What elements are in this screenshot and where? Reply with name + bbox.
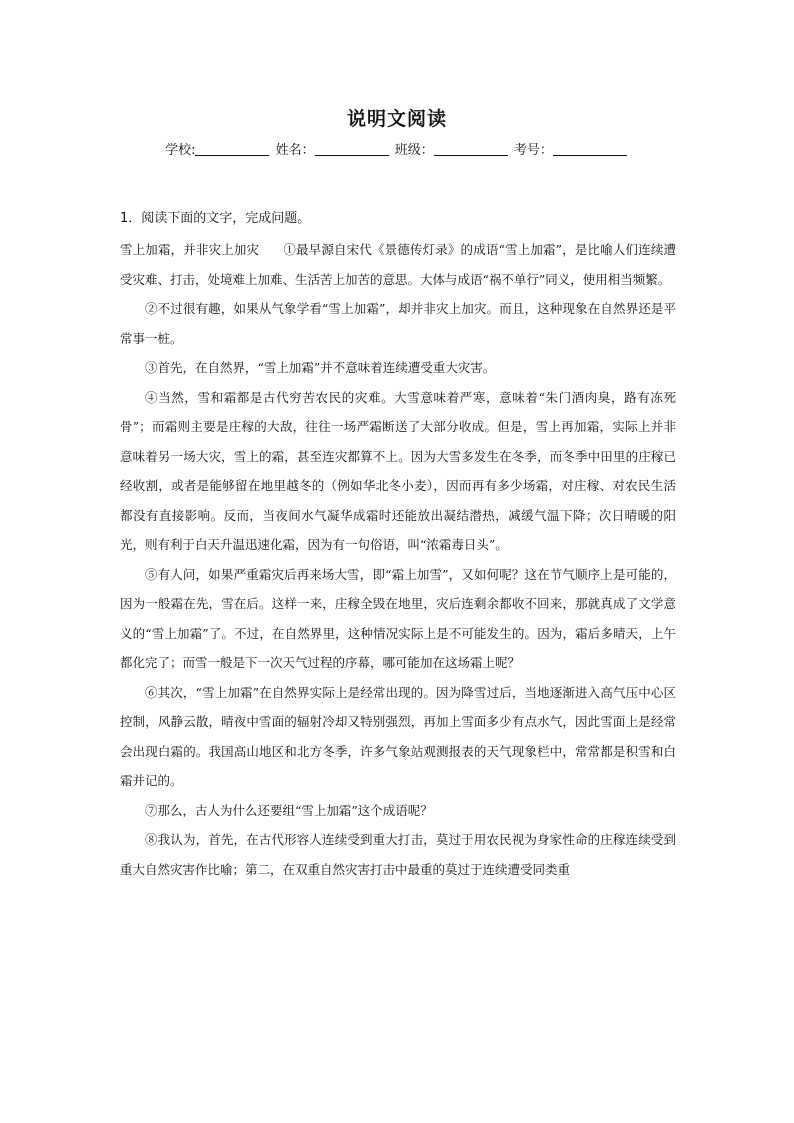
name-label: 姓名： [275,143,315,158]
article-paragraph [120,235,676,294]
class-blank[interactable] [434,141,508,156]
article-paragraph: ⑤有人问，如果严重霜灾后再来场大雪，即“霜上加雪”，又如何呢？这在节气顺序上是可能的，因为一般霜在先，雪在后。这样一来，庄稼全毁在地里，灾后连剩余都收不回来，那就真成了文学意义的“雪上加霜”了。不过，在自然界里，这种情况实际上是不可能发生的。因为，霜后多晴天，上午都化完了；而雪一般是下一次天气过程的序幕，哪可能加在这场霜上呢？ [120,566,676,670]
article-title: 雪上加霜，并非灾上加灾 [120,242,260,257]
school-label: 学校: [165,143,196,158]
question-prompt: 1．阅读下面的文字，完成问题。 [120,211,311,226]
paragraph-text: ①最早源自宋代《景德传灯录》的成语“雪上加霜”，是比喻人们连续遭受灾难、打击，处境难上加难、生活苦上加苦的意思。大体与成语“祸不单行”同义，使用相当频繁。 [120,242,676,287]
article-paragraph: ⑦那么，古人为什么还要组“雪上加霜”这个成语呢？ [145,802,433,818]
exam-number-blank[interactable] [553,141,627,156]
page-title: 说明文阅读 [346,108,447,130]
name-blank[interactable] [315,141,389,156]
article-paragraph: ⑥其次，“雪上加霜”在自然界实际上是经常出现的。因为降雪过后，当地逐渐进入高气压中心区控制，风静云散，晴夜中雪面的辐射冷却又特别强烈，再加上雪面多少有点水气，因此雪面上是经常会出现白霜的。我国高山地区和北方冬季，许多气象站观测报表的天气现象栏中，常常都是积雪和白霜并记的。 [120,684,676,788]
exam-number-label: 考号： [513,143,553,158]
article-paragraph: ④当然，雪和霜都是古代穷苦农民的灾难。大雪意味着严寒，意味着“朱门酒肉臭，路有冻死骨”；而霜则主要是庄稼的大敌，往往一场严霜断送了大部分收成。但是，雪上再加霜，实际上并非意味着另一场大灾，雪上的霜，甚至连灾都算不上。因为大雪多发生在冬季，而冬季中田里的庄稼已经收割，或者是能够留在地里越冬的（例如华北冬小麦），因而再有多少场霜，对庄稼、对农民生活都没有直接影响。反而，当夜间水气凝华成霜时还能放出凝结潜热，减缓气温下降；次日晴暖的阳光，则有利于白天升温迅速化霜，因为有一句俗语，叫“浓霜毒日头”。 [120,389,676,552]
article-paragraph: ⑧我认为，首先，在古代形容人连续受到重大打击，莫过于用农民视为身家性命的庄稼连续受到重大自然灾害作比喻；第二，在双重自然灾害打击中最重的莫过于连续遭受同类重 [120,832,676,877]
article-body [120,235,676,884]
article-paragraph: ②不过很有趣，如果从气象学看“雪上加霜”，却并非灾上加灾。而且，这种现象在自然界还是平常事一桩。 [120,301,676,346]
article-paragraph: ③首先，在自然界，“雪上加霜”并不意味着连续遭受重大灾害。 [145,360,496,375]
school-blank[interactable] [195,141,269,156]
class-label: 班级： [394,143,434,158]
student-info-row [0,139,794,158]
